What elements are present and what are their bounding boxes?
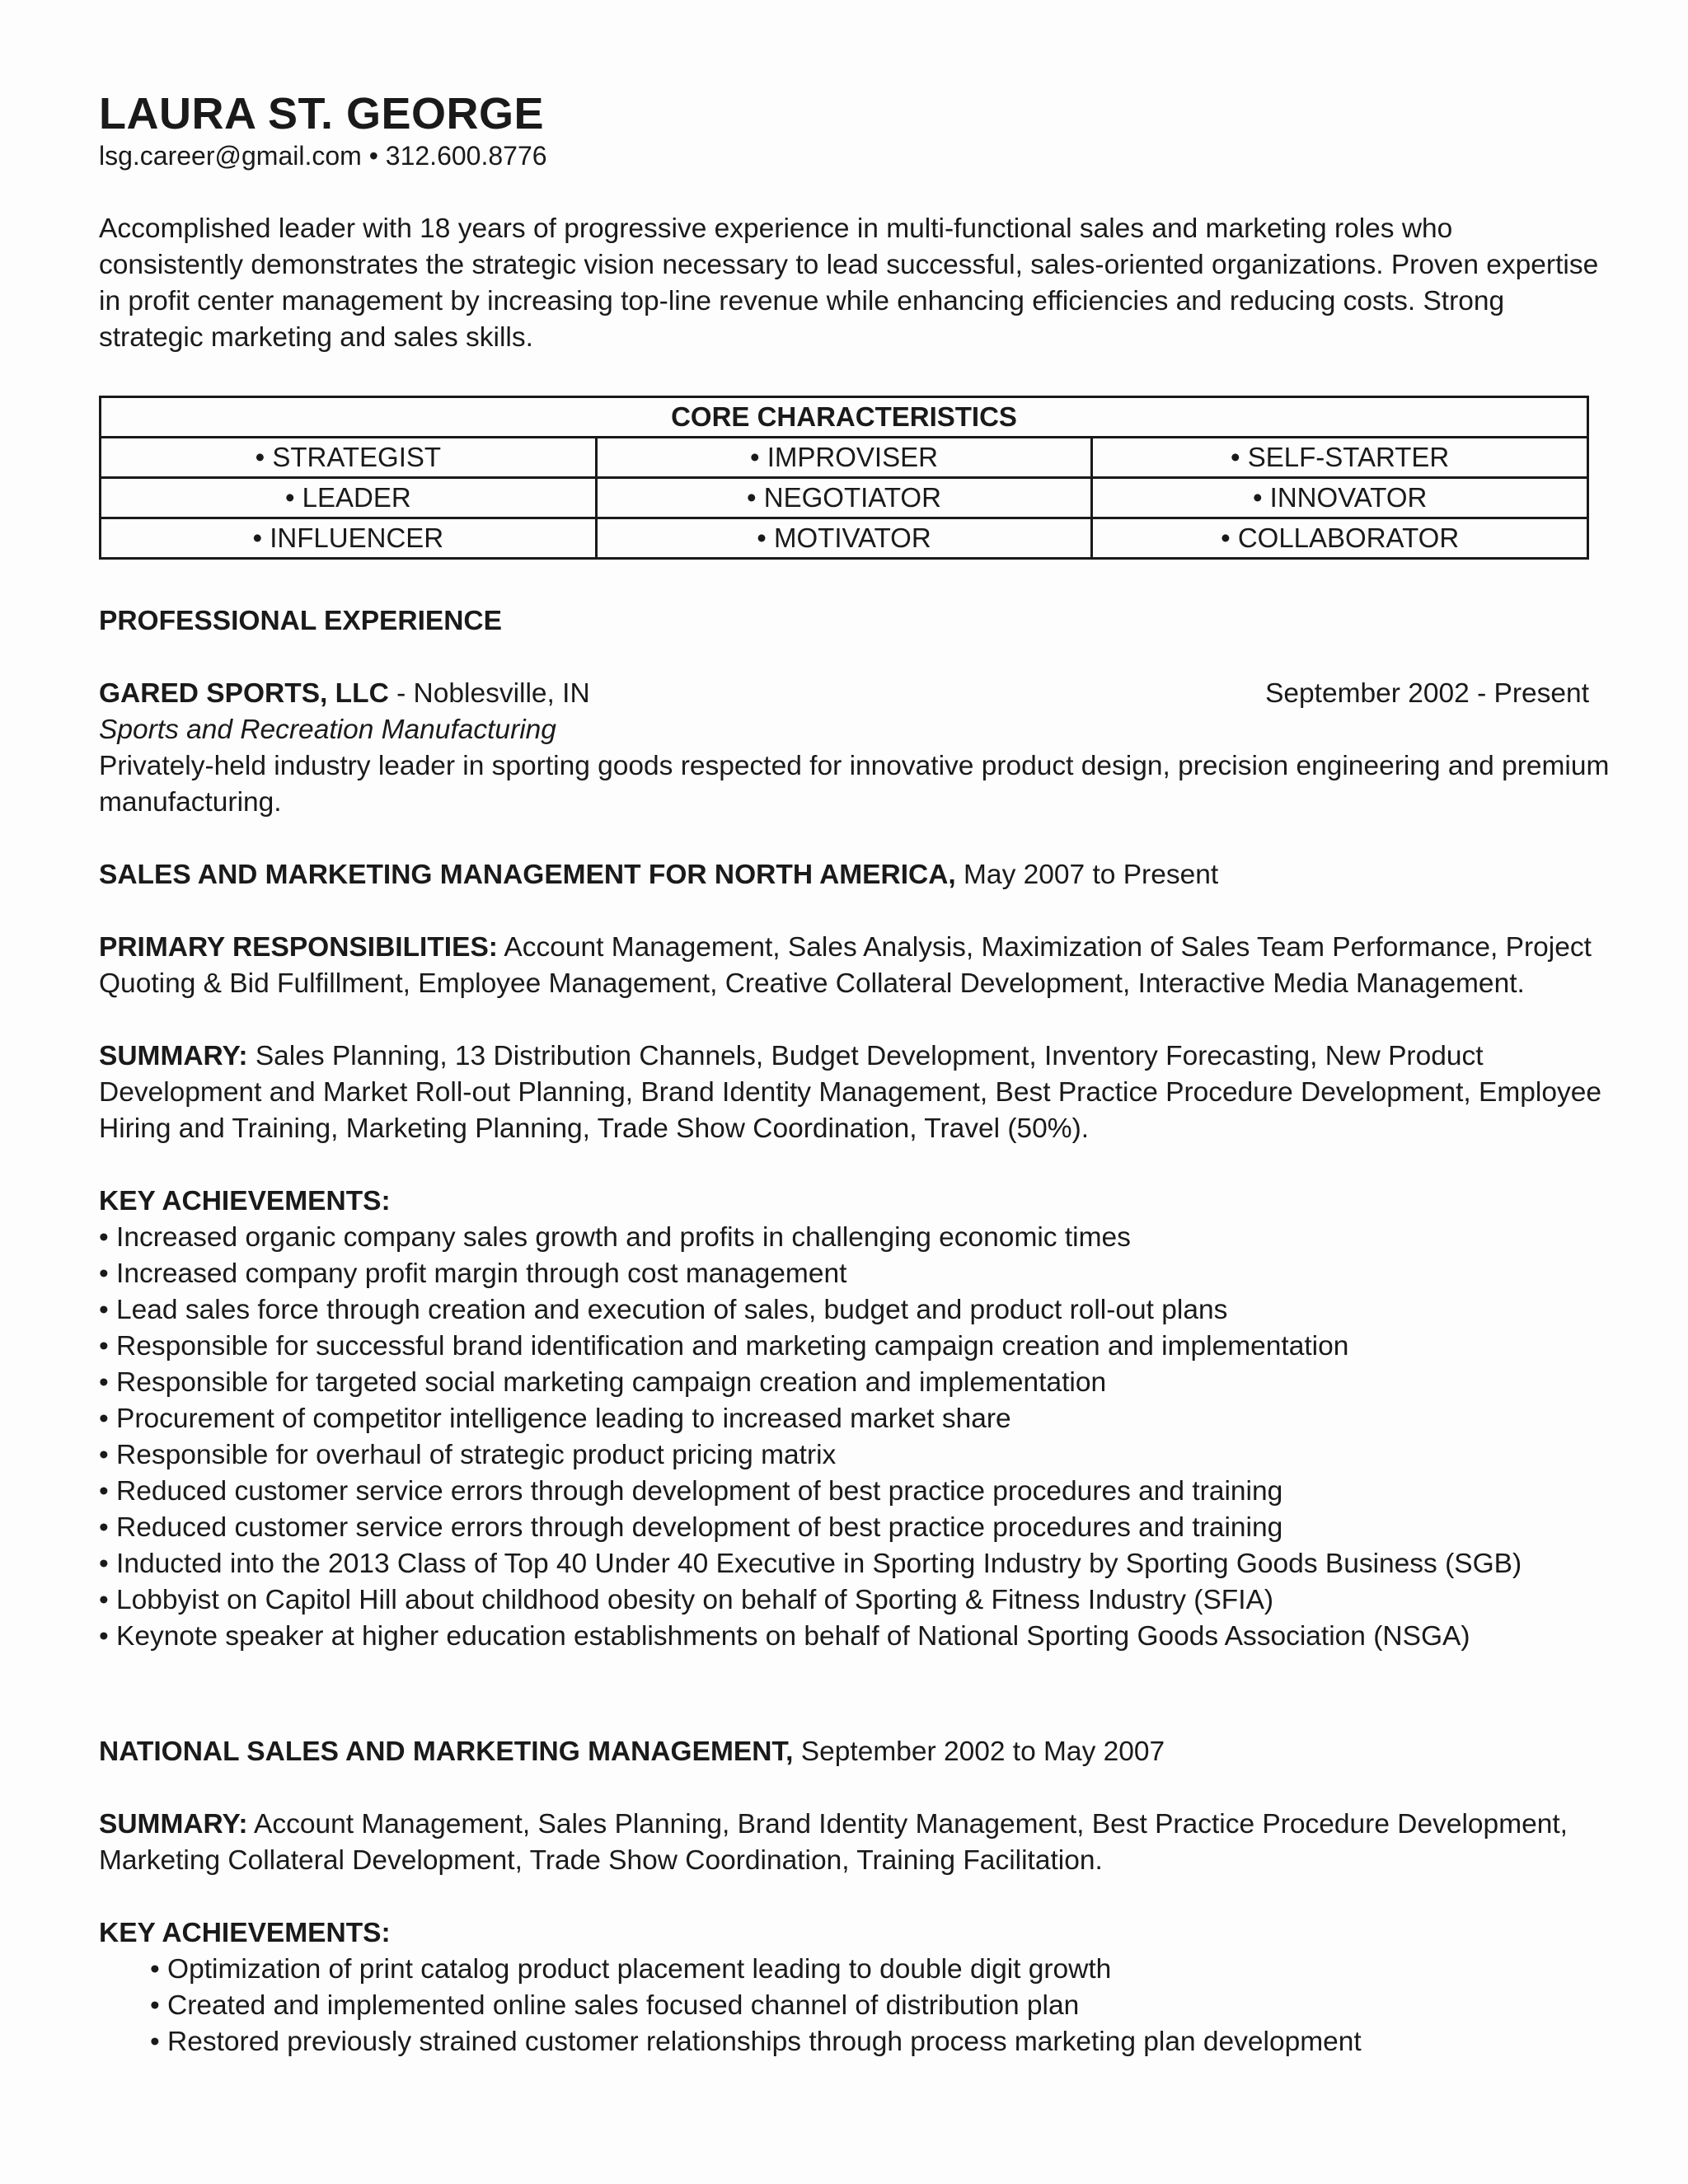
table-cell: • MOTIVATOR — [596, 518, 1092, 559]
table-cell: • INNOVATOR — [1092, 478, 1588, 518]
table-row — [101, 518, 1588, 559]
role1-resp-label: PRIMARY RESPONSIBILITIES: — [99, 932, 498, 963]
table-cell: • NEGOTIATOR — [596, 478, 1092, 518]
table-cell: • IMPROVISER — [596, 438, 1092, 478]
role2-summary-label: SUMMARY: — [99, 1809, 248, 1840]
table-cell: • STRATEGIST — [101, 438, 597, 478]
list-item: • Lobbyist on Capitol Hill about childhood obesity on behalf of Sporting & Fitness Industry (SFIA) — [99, 1585, 1274, 1615]
company-location: - Noblesville, IN — [388, 678, 590, 709]
candidate-name: LAURA ST. GEORGE — [99, 89, 545, 138]
role2-heading — [99, 1734, 1589, 1770]
table-cell: • COLLABORATOR — [1092, 518, 1588, 559]
list-item: • Increased company profit margin through cost management — [99, 1258, 847, 1289]
company-industry: Sports and Recreation Manufacturing — [99, 715, 556, 745]
contact-line: lsg.career@gmail.com • 312.600.8776 — [99, 141, 547, 171]
company-line — [99, 676, 1589, 712]
role1-summary-text: Sales Planning, 13 Distribution Channels, Budget Development, Inventory Forecasting, New Product Development and Market Roll-out Planning, Brand Identity Management, Best Practice Procedure Development, Employee Hiring and Training, Marketing Planning, Trade Show Coordination, Travel (50%). — [99, 1041, 1601, 1144]
list-item: • Inducted into the 2013 Class of Top 40 Under 40 Executive in Sporting Industry by Sporting Goods Business (SGB) — [99, 1549, 1522, 1579]
profile-summary: Accomplished leader with 18 years of progressive experience in multi-functional sales and marketing roles who consistently demonstrates the strategic vision necessary to lead successful, sales-oriented organizations. Proven expertise in profit center management by increasing top-line revenue while enhancing efficiencies and reducing costs. Strong strategic marketing and sales skills. — [99, 213, 1599, 353]
table-row — [101, 438, 1588, 478]
company-name: GARED SPORTS, LLC — [99, 678, 389, 709]
list-item: • Increased organic company sales growth and profits in challenging economic times — [99, 1222, 1131, 1253]
role1-dates: May 2007 to Present — [955, 860, 1219, 890]
list-item: • Restored previously strained customer relationships through process marketing plan development — [150, 2027, 1362, 2057]
section-heading-experience: PROFESSIONAL EXPERIENCE — [99, 606, 502, 636]
list-item: • Keynote speaker at higher education establishments on behalf of National Sporting Goods Association (NSGA) — [99, 1621, 1470, 1652]
role1-resp-text: Account Management, Sales Analysis, Maximization of Sales Team Performance, Project Quoting & Bid Fulfillment, Employee Management, Creative Collateral Development, Interactive Media Management. — [99, 932, 1592, 999]
role2-achievements-list — [150, 1952, 1617, 2060]
core-characteristics-table — [99, 396, 1589, 560]
role1-heading — [99, 857, 1589, 893]
table-row — [101, 478, 1588, 518]
company-dates: September 2002 - Present — [1265, 678, 1589, 709]
role2-summary — [99, 1807, 1615, 1879]
list-item: • Reduced customer service errors through development of best practice procedures and training — [99, 1512, 1283, 1543]
role1-achievements-list — [99, 1220, 1615, 1655]
list-item: • Reduced customer service errors through development of best practice procedures and training — [99, 1476, 1283, 1507]
role1-achievements-label: KEY ACHIEVEMENTS: — [99, 1186, 391, 1216]
role2-title: NATIONAL SALES AND MARKETING MANAGEMENT, — [99, 1736, 794, 1767]
list-item: • Optimization of print catalog product placement leading to double digit growth — [150, 1954, 1112, 1985]
list-item: • Responsible for targeted social marketing campaign creation and implementation — [99, 1367, 1107, 1398]
list-item: • Created and implemented online sales focused channel of distribution plan — [150, 1990, 1080, 2021]
role1-summary-label: SUMMARY: — [99, 1041, 248, 1071]
table-cell: • SELF-STARTER — [1092, 438, 1588, 478]
table-cell: • INFLUENCER — [101, 518, 597, 559]
list-item: • Responsible for overhaul of strategic product pricing matrix — [99, 1440, 837, 1470]
role2-achievements-label: KEY ACHIEVEMENTS: — [99, 1918, 391, 1948]
company-description: Privately-held industry leader in sporting goods respected for innovative product design, precision engineering and premium manufacturing. — [99, 751, 1610, 818]
role1-summary — [99, 1038, 1615, 1147]
role1-title: SALES AND MARKETING MANAGEMENT FOR NORTH AMERICA, — [99, 860, 956, 890]
list-item: • Responsible for successful brand identification and marketing campaign creation and implementation — [99, 1331, 1349, 1361]
role2-summary-text: Account Management, Sales Planning, Brand Identity Management, Best Practice Procedure Development, Marketing Collateral Development, Trade Show Coordination, Training Facilitation. — [99, 1809, 1568, 1876]
list-item: • Procurement of competitor intelligence leading to increased market share — [99, 1404, 1011, 1434]
role2-dates: September 2002 to May 2007 — [793, 1736, 1165, 1767]
list-item: • Lead sales force through creation and execution of sales, budget and product roll-out plans — [99, 1295, 1228, 1325]
table-cell: • LEADER — [101, 478, 597, 518]
role1-responsibilities — [99, 930, 1615, 1002]
core-characteristics-title: CORE CHARACTERISTICS — [101, 397, 1588, 438]
